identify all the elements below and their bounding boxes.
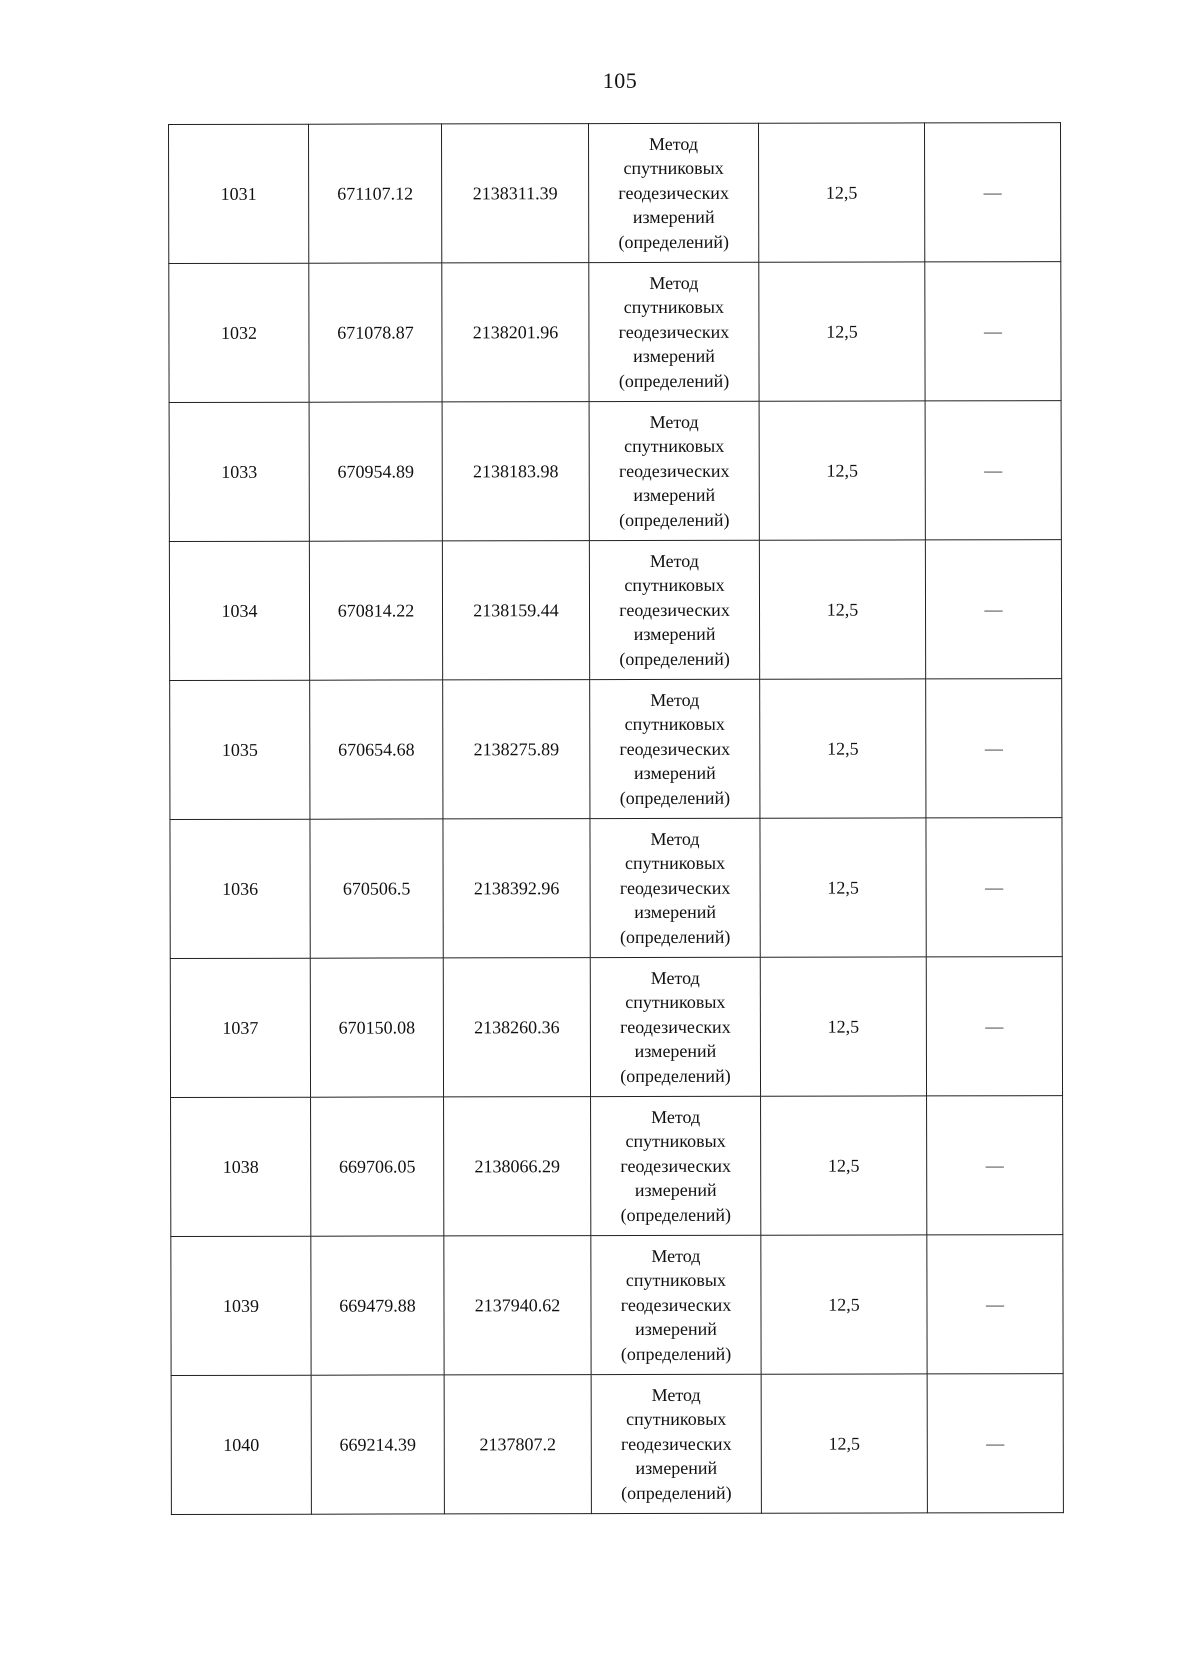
x-coordinate-cell: 670150.08 (310, 958, 443, 1097)
note-cell: — (927, 1096, 1063, 1235)
method-line: спутниковых (624, 575, 725, 596)
note-cell: — (925, 262, 1061, 401)
method-cell (589, 540, 759, 679)
method-cell (589, 401, 759, 540)
x-coordinate-cell: 669706.05 (311, 1097, 444, 1236)
method-line: Метод (650, 967, 700, 988)
method-line: (определений) (619, 787, 731, 808)
method-line: Метод (649, 272, 699, 293)
note-cell: — (927, 1374, 1063, 1513)
method-line: Метод (651, 1106, 701, 1127)
point-number-cell: 1034 (169, 541, 309, 680)
x-coordinate-cell: 670814.22 (309, 541, 442, 680)
table-row (170, 679, 1062, 820)
table-row (169, 123, 1061, 264)
method-line: геодезических (620, 1294, 732, 1315)
x-coordinate-cell: 671078.87 (309, 263, 442, 402)
point-number-cell: 1031 (169, 124, 309, 263)
method-line: геодезических (620, 1433, 732, 1454)
method-line: (определений) (618, 370, 730, 391)
method-line: Метод (650, 689, 700, 710)
method-cell (589, 123, 759, 262)
method-line: спутниковых (624, 436, 725, 457)
table-row (169, 262, 1061, 403)
method-line: (определений) (619, 648, 730, 669)
method-cell (590, 679, 760, 818)
method-cell (591, 1096, 761, 1235)
point-number-cell: 1037 (170, 958, 310, 1097)
method-line: измерений (634, 1041, 717, 1062)
method-line: измерений (633, 624, 716, 645)
method-line: измерений (632, 207, 715, 228)
method-line: спутниковых (623, 297, 724, 318)
y-coordinate-cell: 2138066.29 (444, 1097, 591, 1236)
note-cell: — (927, 1235, 1063, 1374)
method-line: Метод (651, 1245, 701, 1266)
method-line: Метод (649, 550, 699, 571)
method-line: измерений (633, 485, 716, 506)
method-line: спутниковых (623, 158, 724, 179)
method-cell (589, 262, 759, 401)
y-coordinate-cell: 2137940.62 (444, 1236, 591, 1375)
method-cell (591, 1235, 761, 1374)
method-cell (590, 957, 760, 1096)
accuracy-cell: 12,5 (759, 262, 925, 401)
method-line: геодезических (620, 1016, 731, 1037)
method-line: измерений (635, 1458, 718, 1479)
point-number-cell: 1036 (170, 819, 310, 958)
method-line: спутниковых (625, 1270, 727, 1291)
point-number-cell: 1038 (171, 1097, 311, 1236)
note-cell: — (926, 957, 1062, 1096)
point-number-cell: 1033 (169, 402, 309, 541)
accuracy-cell: 12,5 (761, 1096, 927, 1235)
x-coordinate-cell: 671107.12 (309, 124, 442, 263)
note-cell: — (926, 818, 1062, 957)
method-line: спутниковых (625, 992, 726, 1013)
method-line: Метод (651, 1384, 701, 1405)
table-row (171, 1096, 1063, 1237)
method-line: геодезических (619, 877, 731, 898)
table-row (169, 401, 1061, 542)
accuracy-cell: 12,5 (760, 679, 926, 818)
method-line: (определений) (620, 1065, 731, 1086)
point-number-cell: 1039 (171, 1236, 311, 1375)
x-coordinate-cell: 670654.68 (310, 680, 443, 819)
y-coordinate-cell: 2138201.96 (442, 263, 589, 402)
method-line: измерений (633, 346, 715, 367)
x-coordinate-cell: 670954.89 (309, 402, 442, 541)
point-number-cell: 1035 (170, 680, 310, 819)
table-row (170, 818, 1062, 959)
method-line: Метод (650, 828, 700, 849)
accuracy-cell: 12,5 (760, 818, 926, 957)
accuracy-cell: 12,5 (761, 1374, 927, 1513)
y-coordinate-cell: 2138159.44 (442, 541, 589, 680)
accuracy-cell: 12,5 (759, 540, 925, 679)
method-line: (определений) (619, 926, 731, 947)
accuracy-cell: 12,5 (759, 401, 925, 540)
method-line: спутниковых (626, 1409, 727, 1430)
table-row (169, 540, 1061, 681)
note-cell: — (925, 540, 1061, 679)
method-line: измерений (634, 1180, 717, 1201)
y-coordinate-cell: 2138183.98 (442, 402, 589, 541)
accuracy-cell: 12,5 (761, 1235, 927, 1374)
x-coordinate-cell: 669214.39 (311, 1375, 444, 1514)
x-coordinate-cell: 669479.88 (311, 1236, 444, 1375)
method-line: измерений (633, 763, 716, 784)
accuracy-cell: 12,5 (760, 957, 926, 1096)
method-line: Метод (649, 411, 699, 432)
method-line: геодезических (619, 738, 731, 759)
note-cell: — (924, 123, 1060, 262)
method-cell (591, 1374, 761, 1513)
y-coordinate-cell: 2137807.2 (444, 1375, 591, 1514)
table-row (171, 1374, 1063, 1515)
x-coordinate-cell: 670506.5 (310, 819, 443, 958)
note-cell: — (925, 401, 1061, 540)
method-line: (определений) (621, 1482, 732, 1503)
method-line: геодезических (618, 321, 730, 342)
accuracy-cell: 12,5 (758, 123, 924, 262)
table-row (170, 957, 1062, 1098)
method-line: спутниковых (624, 853, 726, 874)
method-line: измерений (635, 1319, 717, 1340)
method-line: (определений) (620, 1204, 731, 1225)
y-coordinate-cell: 2138311.39 (442, 124, 589, 263)
method-line: измерений (634, 902, 717, 923)
method-line: геодезических (619, 599, 730, 620)
method-line: геодезических (618, 460, 730, 481)
method-line: спутниковых (624, 714, 725, 735)
method-cell (590, 818, 760, 957)
method-line: (определений) (618, 231, 729, 252)
method-line: (определений) (619, 509, 730, 530)
page-number: 105 (602, 68, 638, 93)
point-number-cell: 1040 (171, 1375, 311, 1514)
table-row (171, 1235, 1063, 1376)
note-cell: — (926, 679, 1062, 818)
method-line: (определений) (620, 1343, 732, 1364)
y-coordinate-cell: 2138275.89 (443, 680, 590, 819)
point-number-cell: 1032 (169, 263, 309, 402)
table-body (169, 123, 1064, 1515)
method-line: геодезических (620, 1155, 732, 1176)
method-line: Метод (649, 133, 699, 154)
coordinates-table (168, 122, 1064, 1515)
y-coordinate-cell: 2138392.96 (443, 819, 590, 958)
method-line: спутниковых (625, 1131, 726, 1152)
method-line: геодезических (618, 182, 729, 203)
y-coordinate-cell: 2138260.36 (443, 958, 590, 1097)
